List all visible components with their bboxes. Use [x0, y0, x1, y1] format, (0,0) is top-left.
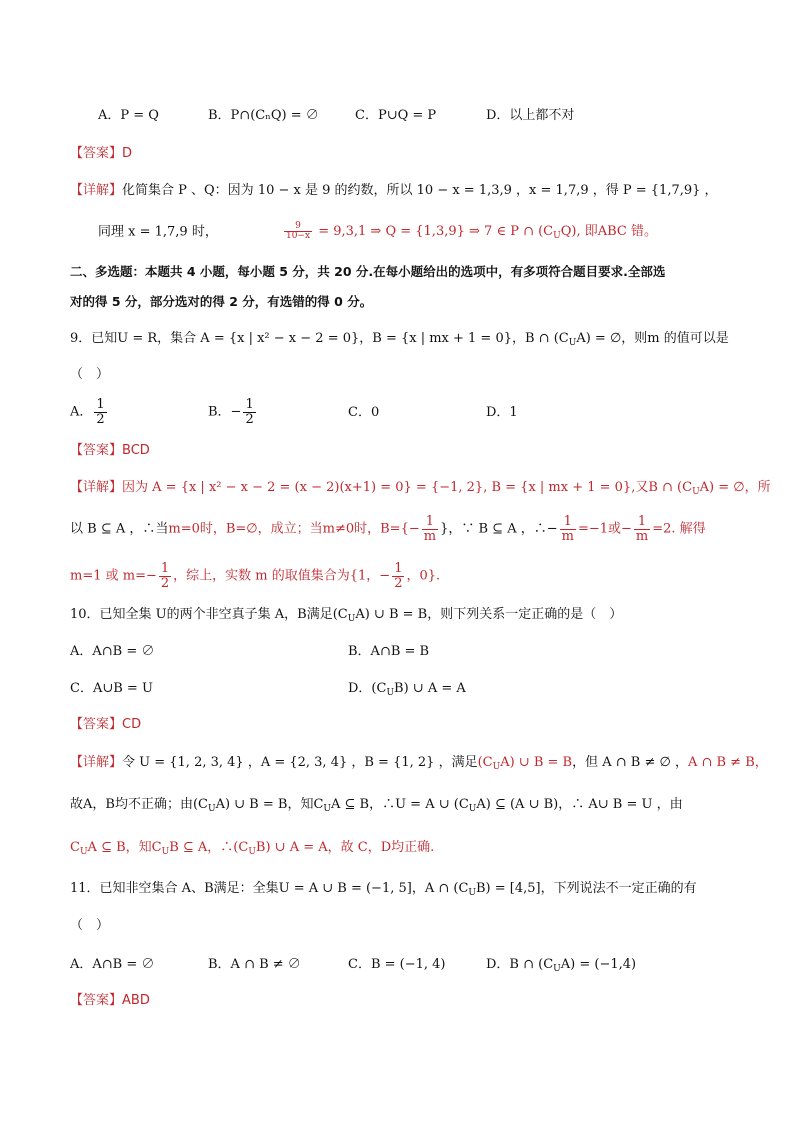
q9-option-d: D．1 — [486, 405, 518, 420]
q8-option-d: D．以上都不对 — [486, 108, 575, 123]
q11-stem: 11．已知非空集合 A、B满足：全集U = A ∪ B = (−1, 5]，A ∩ $(C_UB) = [4,5]$，下列说法不一定正确的有 — [70, 881, 697, 898]
q8-answer-line — [70, 144, 132, 164]
q10-detail-line-3: $C_UA$ ⊆ B，知$C_UB$ ⊆ A，$\therefore(C_UB)$ ∪ A = A，故 C，D均正确. — [70, 840, 435, 857]
answer-value: ABD — [122, 993, 150, 1008]
q8-option-b: B．P∩(CₙQ) = ∅ — [208, 108, 319, 123]
answer-value: D — [122, 146, 133, 161]
fraction: $\frac{1}{m}$ — [561, 514, 574, 544]
q10-detail-line-1: 【详解】令 U = {1, 2, 3, 4} ，A = {2, 3, 4} ，B = {1, 2} ，满足$(C_UA)$ ∪ B = B，但 A ∩ B ≠ ∅ ，A ∩ B ≠ B， — [70, 755, 768, 772]
answer-value: BCD — [122, 443, 150, 458]
detail-text: 同理 x = 1,7,9 时， — [98, 224, 218, 240]
q8-option-a: A．P = Q — [98, 108, 159, 123]
detail-formula: $\frac{9}{10-x}$ = 9,3,1 ⇒ Q = {1,3,9} ⇒ 7 ∈ P ∩ $(C_UQ)$, 即ABC 错。 — [285, 221, 657, 242]
q9-detail-line-1: 【详解】因为 A = {x | x² − x − 2 = (x − 2)(x+1) = 0} = {−1, 2}, B = {x | mx + 1 = 0},又B ∩ $(C_UA)$ = ∅，所 — [70, 480, 771, 497]
q9-paren: （ ） — [70, 367, 110, 382]
q9-option-a: A． $\frac{1}{2}$ — [70, 397, 105, 427]
fraction: $\frac{1}{2}$ — [245, 397, 254, 427]
q8-detail-line-1 — [70, 181, 718, 201]
q9-detail-line-2: 以 B ⊆ A ，∴当m=0时，B=∅，成立；当m≠0时，B={− $\frac{1}{m}$ }，∵ B ⊆ A ，∴− $\frac{1}{m}$ =−1或− $\frac{1}{m}$ =2. 解得 — [70, 514, 706, 544]
q10-option-c: C．A∪B = U — [70, 681, 153, 696]
fraction: $\frac{9}{10-x}$ — [285, 221, 311, 242]
q10-stem: 10．已知全集 U的两个非空真子集 A，B满足$(C_UA)$ ∪ B = B，则下列关系一定正确的是（ ） — [70, 607, 623, 624]
section-heading-line-1: 二、多选题：本题共 4 小题，每小题 5 分，共 20 分.在每小题给出的选项中，有多项符合题目要求.全部选 — [70, 264, 666, 279]
detail-tag: 【详解】 — [70, 755, 123, 770]
detail-tag: 【详解】 — [70, 480, 123, 495]
answer-tag: 【答案】 — [70, 717, 123, 732]
fraction: $\frac{1}{2}$ — [394, 561, 403, 591]
q11-answer-line — [70, 991, 150, 1011]
q11-paren: （ ） — [70, 918, 110, 933]
q10-answer-line — [70, 715, 141, 735]
q11-option-a: A．A∩B = ∅ — [70, 957, 155, 972]
q11-option-b: B．A ∩ B ≠ ∅ — [208, 957, 301, 972]
q9-option-c: C．0 — [348, 405, 380, 420]
q10-option-a: A．A∩B = ∅ — [70, 644, 155, 659]
fraction: $\frac{1}{2}$ — [96, 397, 105, 427]
q9-detail-line-3: m=1 或 m=− $\frac{1}{2}$ ，综上，实数 m 的取值集合为{1，− $\frac{1}{2}$ ，0}. — [70, 561, 441, 591]
q9-answer-line — [70, 441, 150, 461]
q8-option-c: C．P∪Q = P — [355, 108, 437, 123]
q10-option-d: D．$(C_UB)$ ∪ A = A — [348, 681, 466, 698]
q10-option-b: B．A∩B = B — [348, 644, 430, 659]
detail-tag: 【详解】 — [70, 183, 123, 198]
answer-tag: 【答案】 — [70, 443, 123, 458]
answer-value: CD — [122, 717, 142, 732]
fraction: $\frac{1}{m}$ — [635, 514, 649, 544]
q11-option-d: D．B ∩ $(C_UA) = (-1,4)$ — [486, 957, 637, 974]
section-heading-line-2: 对的得 5 分，部分选对的得 2 分，有选错的得 0 分。 — [70, 294, 373, 309]
q8-detail-line-2 — [98, 222, 657, 246]
q9-stem: 9．已知U = R，集合 A = {x | x² − x − 2 = 0}，B = {x | mx + 1 = 0}，B ∩ $(C_UA)$ = ∅，则m 的值可以是 — [70, 331, 729, 348]
detail-text: 化简集合 P 、Q：因为 10 − x 是 9 的约数，所以 10 − x = 1,3,9 ，x = 1,7,9 ，得 P = {1,7,9} ， — [122, 183, 718, 198]
q10-detail-line-2: 故A，B均不正确；由$(C_UA)$ ∪ B = B，知$C_UA$ ⊆ B，∴U = A ∪ $(C_UA)$ ⊆ (A ∪ B)，∴ A∪ B = U ，由 — [70, 797, 683, 814]
fraction: $\frac{1}{m}$ — [423, 514, 437, 544]
answer-tag: 【答案】 — [70, 146, 123, 161]
q11-option-c: C．B = (−1, 4) — [348, 957, 446, 972]
fraction: $\frac{1}{2}$ — [160, 561, 170, 591]
q9-option-b: B．− $\frac{1}{2}$ — [208, 397, 254, 427]
answer-tag: 【答案】 — [70, 993, 123, 1008]
